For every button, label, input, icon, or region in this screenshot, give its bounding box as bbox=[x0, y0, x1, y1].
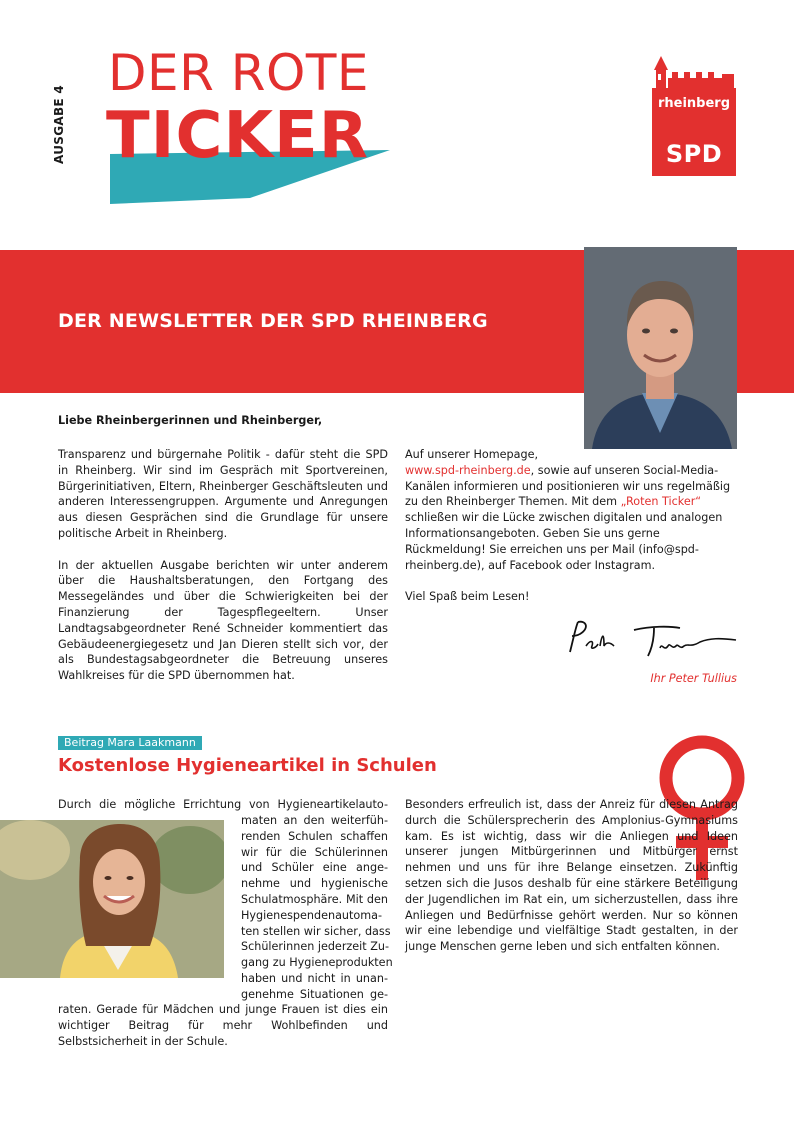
article-line: wir für die Schülerinnen bbox=[241, 845, 388, 859]
article-bottom-text: raten. Gerade für Mädchen und junge Frauen ist dies ein wichtiger Beitrag für mehr Wohlbefinden und Selbstsicherheit in der Schule. bbox=[58, 1003, 388, 1048]
homepage-link[interactable]: www.spd-rheinberg.de bbox=[405, 463, 531, 477]
issue-label: AUSGABE 4 bbox=[52, 84, 66, 164]
spd-rheinberg-logo bbox=[652, 56, 736, 176]
portrait-photo bbox=[584, 247, 737, 449]
article-line: renden Schulen schaffen bbox=[241, 829, 388, 843]
article-line: genehme Situationen ge- bbox=[241, 987, 388, 1001]
article-line: Schülerinnen jederzeit Zu- bbox=[241, 940, 390, 954]
article-line: und Schüler eine ange- bbox=[241, 861, 388, 875]
homepage-intro: Auf unserer Homepage, bbox=[405, 448, 539, 461]
article-first-line: Durch die mögliche Errichtung von Hygieneartikelauto- bbox=[58, 798, 388, 811]
article-wrapped-column bbox=[241, 813, 393, 1003]
handwritten-signature bbox=[560, 616, 740, 664]
author-badge: Beitrag Mara Laakmann bbox=[58, 736, 202, 750]
article-right-column: Besonders erfreulich ist, dass der Anreiz für diesen Antrag durch die Schülersprecherin des Amplonius-Gymnasiums kam. Es ist wichtig, dass wir die Anliegen und Ideen unserer jungen Mitbürgerinnen und Mitbürger ernst nehmen und uns für ihre Belange einsetzen. Zukünftig setzen sich die Jusos deshalb für eine stärkere Beteiligung der Jugendlichen im Rat ein, um sicherzustellen, dass ihre Anliegen und Bedürfnisse gehört werden. Nur so können wir eine lebendige und vielfältige Stadt gestalten, in der junge Menschen gerne leben und sich entfalten können. bbox=[405, 798, 738, 954]
intro-left-column bbox=[58, 447, 388, 700]
article-line: haben und nicht in unan- bbox=[241, 971, 388, 985]
masthead-title-line2: TICKER bbox=[106, 99, 370, 173]
masthead-title-line1: DER ROTE bbox=[108, 44, 369, 102]
logo-city: rheinberg bbox=[657, 96, 731, 111]
article-line: ten stellen wir sicher, dass bbox=[241, 924, 391, 938]
article-line: nehme und hygienische bbox=[241, 877, 388, 891]
article-line: maten an den weiterfüh- bbox=[241, 814, 388, 827]
greeting: Liebe Rheinbergerinnen und Rheinberger, bbox=[58, 414, 323, 427]
intro-paragraph-2: In der aktuellen Ausgabe berichten wir unter anderem über die Haushaltsberatungen, den Fortgang des Messegeländes und über die Schwierigkeiten bei der Finanzierung der Tagespflegeeltern. Unser Landtagsabgeordneter René Schneider kommentiert das Gebäudeenergiegesetz und Jan Dieren stellt sich vor, der als Bundestagsabgeordneter die Betreuung unseres Wahlkreises für die SPD übernommen hat. bbox=[58, 558, 388, 683]
signoff-name: Ihr Peter Tullius bbox=[650, 672, 737, 685]
author-photo bbox=[0, 820, 224, 978]
article-line: Hygienespendenautoma- bbox=[241, 908, 383, 922]
article-line: gang zu Hygieneprodukten bbox=[241, 956, 393, 970]
logo-party: SPD bbox=[665, 140, 723, 168]
article-line: Schulatmosphäre. Mit den bbox=[241, 892, 388, 906]
intro-paragraph-3 bbox=[405, 447, 738, 573]
article-headline: Kostenlose Hygieneartikel in Schulen bbox=[58, 755, 437, 776]
banner-title: DER NEWSLETTER DER SPD RHEINBERG bbox=[58, 310, 488, 332]
social-media-text: , sowie auf unseren Social-Media-Kanälen informieren und positionieren wir uns regelmäßig zu den Rheinberger Themen. Mit dem bbox=[405, 463, 731, 509]
contact-text: schließen wir die Lücke zwischen digitalen und analogen Informationsangeboten. Geben Sie uns gerne Rückmeldung! Sie erreichen uns per Mail (info@spd-rheinberg.de), auf Facebook oder Instagram. bbox=[405, 511, 723, 572]
closing-line: Viel Spaß beim Lesen! bbox=[405, 590, 530, 604]
roter-ticker-mention: „Roten Ticker“ bbox=[620, 495, 702, 509]
intro-right-column bbox=[405, 447, 738, 621]
intro-paragraph-1: Transparenz und bürgernahe Politik - dafür steht die SPD in Rheinberg. Wir sind im Gespräch mit Sportvereinen, Bürgerinitiativen, Eltern, Rheinberger Geschäftsleuten und anderen Interessengruppen. Argumente und Anregungen aus diesen Gesprächen sind die Grundlage für unsere politische Arbeit in Rheinberg. bbox=[58, 448, 388, 540]
